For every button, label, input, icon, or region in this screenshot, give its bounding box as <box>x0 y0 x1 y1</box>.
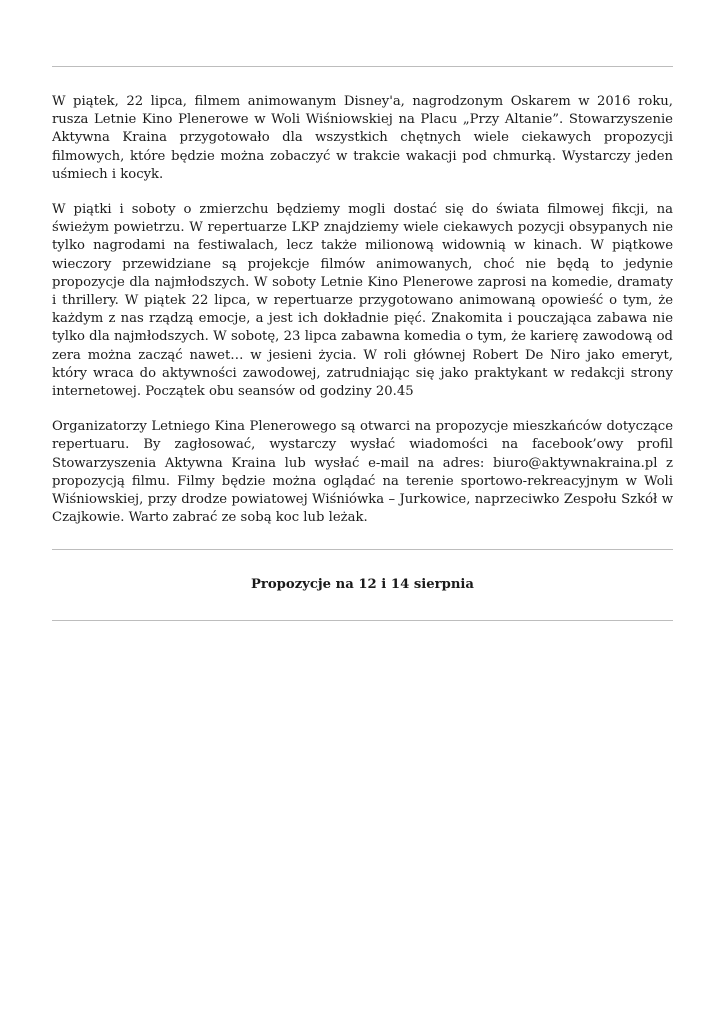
section-heading: Propozycje na 12 i 14 sierpnia <box>251 577 474 593</box>
article-paragraph-1: W piątek, 22 lipca, filmem animowanym Disney'a, nagrodzonym Oskarem w 2016 roku, rusza Letnie Kino Plenerowe w Woli Wiśniowskiej na Placu „Przy Altanie”. Stowarzyszenie Aktywna Kraina przygotowało dla wszystkich chętnych wiele ciekawych propozycji filmowych, które będzie można zobaczyć w trakcie wakacji pod chmurką. Wystarczy jeden uśmiech i kocyk. <box>52 94 673 182</box>
article-body <box>52 93 673 527</box>
middle-divider <box>52 549 673 550</box>
document-page <box>52 0 673 621</box>
bottom-divider <box>52 620 673 621</box>
article-paragraph-2: W piątki i soboty o zmierzchu będziemy mogli dostać się do świata filmowej fikcji, na świeżym powietrzu. W repertuarze LKP znajdziemy wiele ciekawych pozycji obsypanych nie tylko nagrodami na festiwalach, lecz także milionową widownią w kinach. W piątkowe wieczory przewidziane są projekcje filmów animowanych, choć nie będą to jedynie propozycje dla najmłodszych. W soboty Letnie Kino Plenerowe zaprosi na komedie, dramaty i thrillery. W piątek 22 lipca, w repertuarze przygotowano animowaną opowieść o tym, że każdym z nas rządzą emocje, a jest ich dokładnie pięć. Znakomita i pouczająca zabawa nie tylko dla najmłodszych. W sobotę, 23 lipca zabawna komedia o tym, że karierę zawodową od zera można zacząć nawet… w jesieni życia. W roli głównej Robert De Niro jako emeryt, który wraca do aktywności zawodowej, zatrudniając się jako praktykant w redakcji strony internetowej. Początek obu seansów od godziny 20.45 <box>52 202 673 400</box>
top-divider <box>52 66 673 67</box>
article-paragraph-3: Organizatorzy Letniego Kina Plenerowego są otwarci na propozycje mieszkańców dotyczące repertuaru. By zagłosować, wystarczy wysłać wiadomości na facebook’owy profil Stowarzyszenia Aktywna Kraina lub wysłać e-mail na adres: biuro@aktywnakraina.pl z propozycją filmu. Filmy będzie można oglądać na terenie sportowo-rekreacyjnym w Woli Wiśniowskiej, przy drodze powiatowej Wiśniówka – Jurkowice, naprzeciwko Zespołu Szkół w Czajkowie. Warto zabrać ze sobą koc lub leżak. <box>52 419 673 526</box>
